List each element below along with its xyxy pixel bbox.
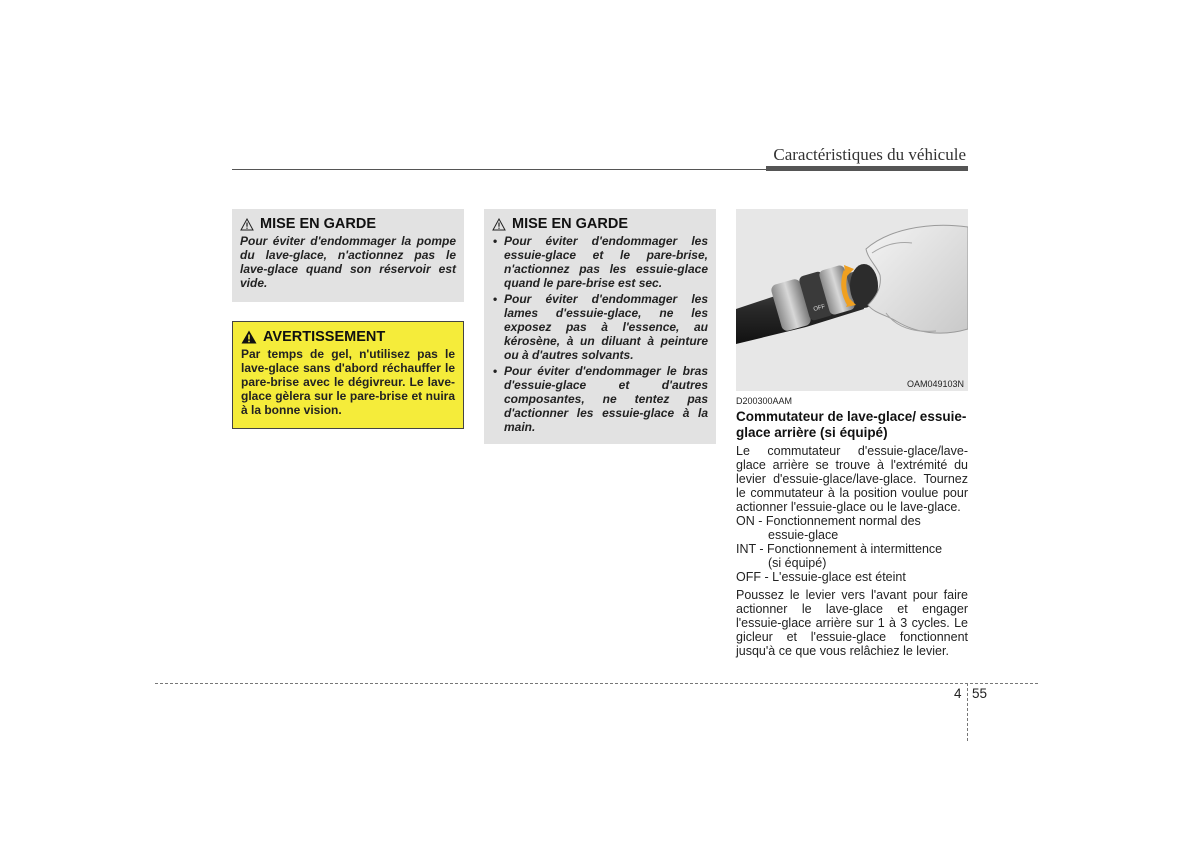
svg-text:OFF: OFF: [812, 303, 827, 313]
settings-list: [736, 514, 968, 584]
reference-code: D200300AAM: [736, 396, 793, 406]
caution-title-row: [240, 216, 456, 232]
footer-rule: [155, 683, 1038, 684]
caution-box-wipers: [484, 209, 716, 444]
setting-line: ON - Fonctionnement normal des: [736, 514, 921, 528]
push-paragraph-block: [736, 588, 968, 658]
header-rule: [232, 169, 766, 170]
setting-line: OFF - L'essuie-glace est éteint: [736, 570, 906, 584]
caution-bullet: • Pour éviter d'endommager les lames d'essuie-glace, ne les exposez pas à l'essence, au kérosène, à un diluant à peinture ou à d'autres solvants.: [492, 292, 708, 362]
footer-divider: [967, 683, 968, 741]
caution-bullet: • Pour éviter d'endommager les essuie-glace et le pare-brise, n'actionnez pas les essuie-glace quand le pare-brise est sec.: [492, 234, 708, 290]
chapter-number: 4: [954, 686, 962, 701]
caution-title-row: [492, 216, 708, 232]
caution-bullet-list: [492, 234, 708, 434]
wiper-lever-hand-illustration: [736, 209, 968, 391]
header-rule-accent: [766, 166, 968, 171]
figure-caption: OAM049103N: [906, 379, 964, 389]
setting-item-on: [736, 514, 968, 542]
page-number: 55: [972, 686, 988, 701]
caution-box-washer-pump: [232, 209, 464, 302]
warning-title-row: [241, 329, 455, 345]
setting-item-off: [736, 570, 968, 584]
warning-text: Par temps de gel, n'utilisez pas le lave-glace sans d'abord réchauffer le pare-brise avec le dégivreur. Le lave-glace gèlera sur le pare-brise et nuira à la bonne vision.: [241, 347, 455, 417]
section-intro: [736, 444, 968, 514]
caution-triangle-icon: [240, 218, 254, 231]
setting-line: INT - Fonctionnement à intermittence: [736, 542, 943, 556]
caution-title: MISE EN GARDE: [512, 216, 629, 232]
caution-text: Pour éviter d'endommager la pompe du lave-glace, n'actionnez pas le lave-glace quand son réservoir est vide.: [240, 234, 456, 290]
section-heading: Commutateur de lave-glace/ essuie-glace arrière (si équipé): [736, 409, 967, 440]
setting-item-int: [736, 542, 968, 570]
setting-line-continued: essuie-glace: [768, 528, 839, 542]
caution-bullet: • Pour éviter d'endommager le bras d'essuie-glace et d'autres composantes, ne tentez pas d'actionner les essuie-glace à la main.: [492, 364, 708, 434]
caution-title: MISE EN GARDE: [260, 216, 377, 232]
page-header-title: Caractéristiques du véhicule: [773, 145, 966, 164]
warning-triangle-icon: [241, 330, 257, 344]
warning-box-freezing: [232, 321, 464, 429]
setting-line-continued: (si équipé): [768, 556, 827, 570]
push-paragraph: Poussez le levier vers l'avant pour faire actionner le lave-glace et engager l'essuie-glace arrière sur 1 à 3 cycles. Le gicleur et l'essuie-glace fonctionnent jusqu'à ce que vous relâchiez le levier.: [736, 588, 968, 658]
caution-triangle-icon: [492, 218, 506, 231]
warning-title: AVERTISSEMENT: [263, 329, 386, 345]
intro-paragraph: Le commutateur d'essuie-glace/lave-glace arrière se trouve à l'extrémité du levier d'essuie-glace/lave-glace. Tournez le commutateur à la position voulue pour actionner l'essuie-glace ou le lave-glace.: [736, 444, 968, 514]
wiper-switch-photo: [736, 209, 968, 391]
